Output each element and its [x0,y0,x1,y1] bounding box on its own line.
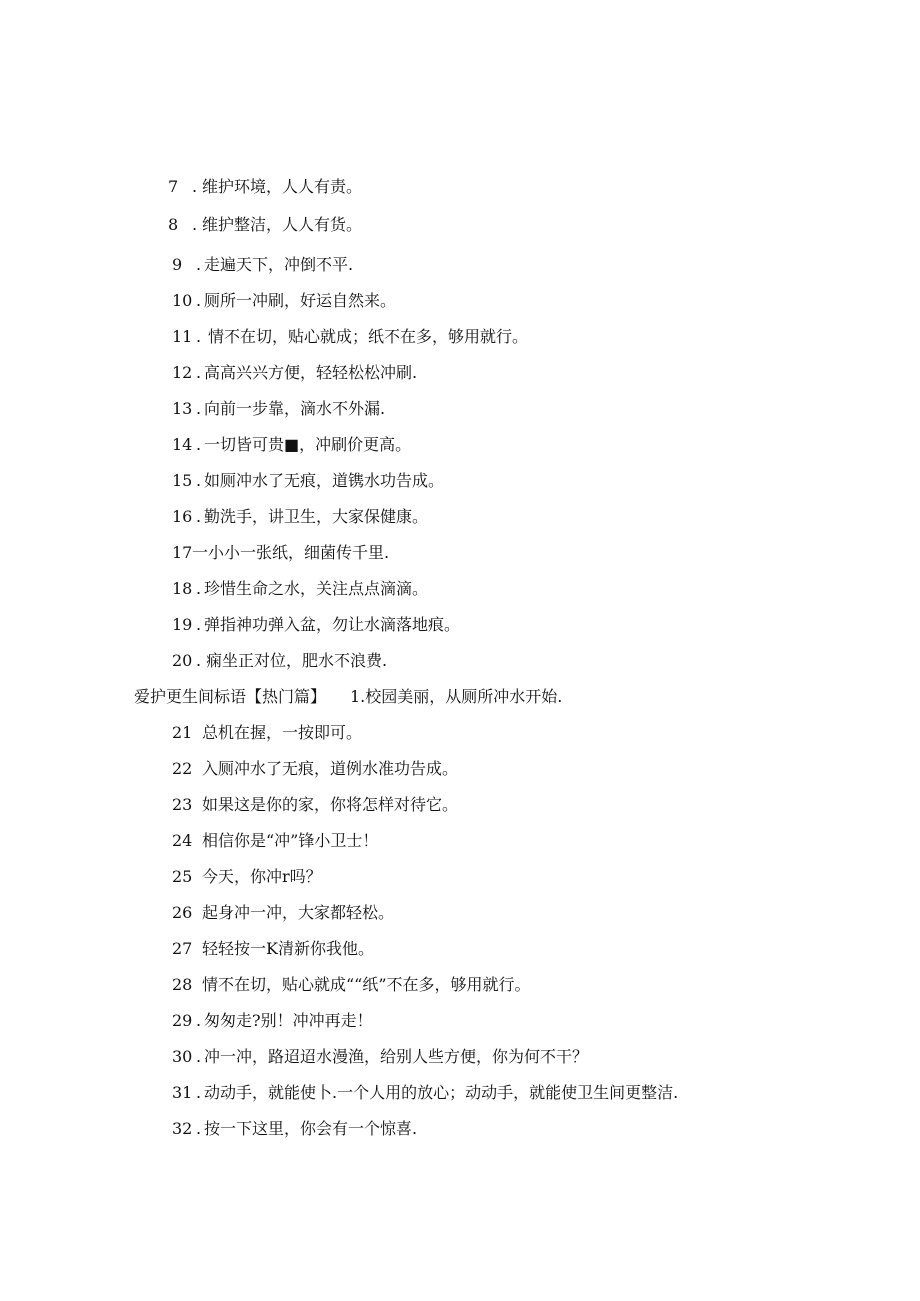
item-number: 14 [172,435,193,454]
item-text: 情不在切，贴心就成；纸不在多，够用就行。 [208,327,529,346]
item-separator: . [196,615,202,634]
list-item [172,651,387,671]
item-separator: . [192,215,198,234]
item-text: 厕所一冲刷，好运自然来。 [204,291,397,310]
item-separator: . [196,327,202,346]
item-separator: . [196,363,202,382]
list-item [172,435,411,455]
item-text: 入厕冲水了无痕，道例水准功告成。 [202,759,459,778]
section-heading [134,687,562,707]
list-item [172,975,531,995]
item-separator: . [196,651,202,670]
list-item [172,867,322,887]
list-item [172,615,460,635]
list-item [172,291,396,311]
item-number: 19 [172,615,193,634]
item-number: 13 [172,399,193,418]
list-item [172,471,444,491]
item-text: 勤洗手，讲卫生，大家保健康。 [204,507,429,526]
item-separator: . [196,1011,202,1030]
item-text: 珍惜生命之水，关注点点滴滴。 [204,579,429,598]
item-text: 一小小一张纸，细菌传千里. [192,543,390,562]
item-number: 9 [172,255,183,274]
list-item [172,939,374,959]
list-item [172,1047,588,1067]
list-item [172,1011,373,1031]
item-number: 25 [172,867,193,886]
item-text: 如果这是你的家，你将怎样对待它。 [202,795,459,814]
list-item [172,795,458,815]
item-number: 24 [172,831,193,850]
item-number: 23 [172,795,193,814]
item-number: 18 [172,579,193,598]
list-item [168,215,362,235]
list-item [172,327,528,347]
list-item [172,507,428,527]
item-number: 26 [172,903,193,922]
item-number: 8 [168,215,179,234]
list-item [172,399,385,419]
heading-text: 爱护更生间标语【热门篇】 1.校园美丽，从厕所冲水开始. [134,687,563,706]
item-text: 走遍天下，冲倒不平. [204,255,354,274]
item-number: 20 [172,651,193,670]
item-text: 维护环境，人人有责。 [202,177,363,196]
item-separator: . [192,177,198,196]
item-text: 弹指神功弹入盆，勿让水滴落地痕。 [204,615,461,634]
item-text: 如厕冲水了无痕，道镌水功告成。 [204,471,445,490]
item-separator: . [196,435,202,454]
list-item [172,831,378,851]
list-item [172,1083,678,1103]
item-text: 匆匆走?别！冲冲再走！ [204,1011,373,1030]
item-number: 11 [172,327,193,346]
item-separator: . [196,399,202,418]
item-number: 27 [172,939,193,958]
item-number: 7 [168,177,179,196]
item-number: 31 [172,1083,193,1102]
item-separator: . [196,507,202,526]
item-text: 向前一步靠，滴水不外漏. [204,399,386,418]
item-text: 总机在握，一按即可。 [202,723,363,742]
item-number: 28 [172,975,193,994]
item-number: 22 [172,759,193,778]
item-text: 今天，你冲r吗？ [202,867,322,886]
item-number: 15 [172,471,193,490]
item-text: 按一下这里，你会有一个惊喜. [204,1119,418,1138]
item-number: 10 [172,291,193,310]
item-separator: . [196,1083,202,1102]
list-item [172,1119,417,1139]
item-number: 16 [172,507,193,526]
list-item [172,903,394,923]
list-item [172,579,428,599]
item-number: 17 [172,543,193,562]
item-text: 情不在切，贴心就成““纸”不在多，够用就行。 [202,975,531,994]
item-text: 轻轻按一K清新你我他。 [202,939,374,958]
item-text: 高高兴兴方便，轻轻松松冲刷. [204,363,418,382]
item-text: 一切皆可贵■，冲刷价更高。 [204,435,412,454]
list-item [172,723,362,743]
list-item [172,759,458,779]
item-number: 21 [172,723,193,742]
item-separator: . [196,291,202,310]
item-text: 相信你是“冲”锋小卫士！ [202,831,379,850]
list-item [172,543,389,563]
item-number: 32 [172,1119,193,1138]
item-text: 冲一冲，路迢迢水漫渔，给别人些方便，你为何不干？ [204,1047,589,1066]
list-item [172,363,417,383]
item-number: 29 [172,1011,193,1030]
item-separator: . [196,579,202,598]
list-item [172,255,353,275]
item-text: 痫坐正对位，肥水不浪费. [206,651,388,670]
item-separator: . [196,255,202,274]
list-item [168,177,362,197]
item-text: 动动手，就能使卜.一个人用的放心；动动手，就能使卫生间更整洁. [204,1083,679,1102]
item-number: 12 [172,363,193,382]
item-number: 30 [172,1047,193,1066]
item-text: 维护整洁，人人有货。 [202,215,363,234]
item-separator: . [196,471,202,490]
item-separator: . [196,1047,202,1066]
item-separator: . [196,1119,202,1138]
item-text: 起身冲一冲，大家都轻松。 [202,903,395,922]
